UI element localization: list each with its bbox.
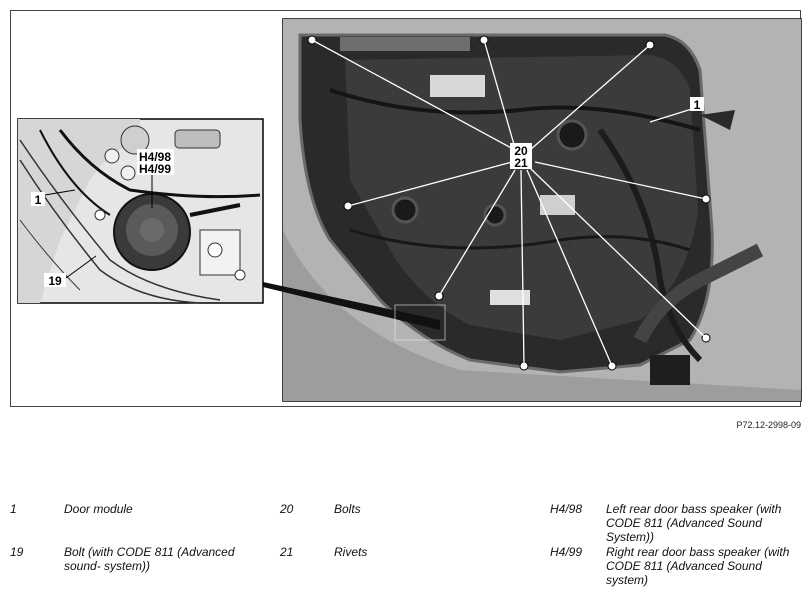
legend-desc: Left rear door bass speaker (with CODE 811 (Advanced Sound System)) [606,502,782,544]
callout-20: 20 [514,144,528,158]
legend-desc: Rivets [334,545,368,559]
legend-desc: Bolts [334,502,361,516]
legend-code: 21 [280,545,294,559]
legend-desc: Door module [64,502,133,516]
legend-code: 1 [10,502,17,516]
main-door-photo [283,19,801,401]
figure-code: P72.12-2998-09 [736,420,801,430]
legend-code: H4/99 [550,545,583,559]
legend-desc: Bolt (with CODE 811 (Advanced sound- system)) [64,545,235,573]
callout-19: 19 [48,274,62,288]
callout-1-main: 1 [693,98,701,112]
legend-desc: Right rear door bass speaker (with CODE 811 (Advanced Sound system) [606,545,790,587]
callout-h4-98: H4/98 [139,150,172,164]
legend [0,498,811,597]
callout-21: 21 [514,156,528,170]
callout-1-inset: 1 [34,193,42,207]
legend-code: 19 [10,545,24,559]
legend-code: 20 [280,502,294,516]
speaker-inset [18,119,263,303]
legend-code: H4/98 [550,502,583,516]
callout-h4-99: H4/99 [139,162,172,176]
